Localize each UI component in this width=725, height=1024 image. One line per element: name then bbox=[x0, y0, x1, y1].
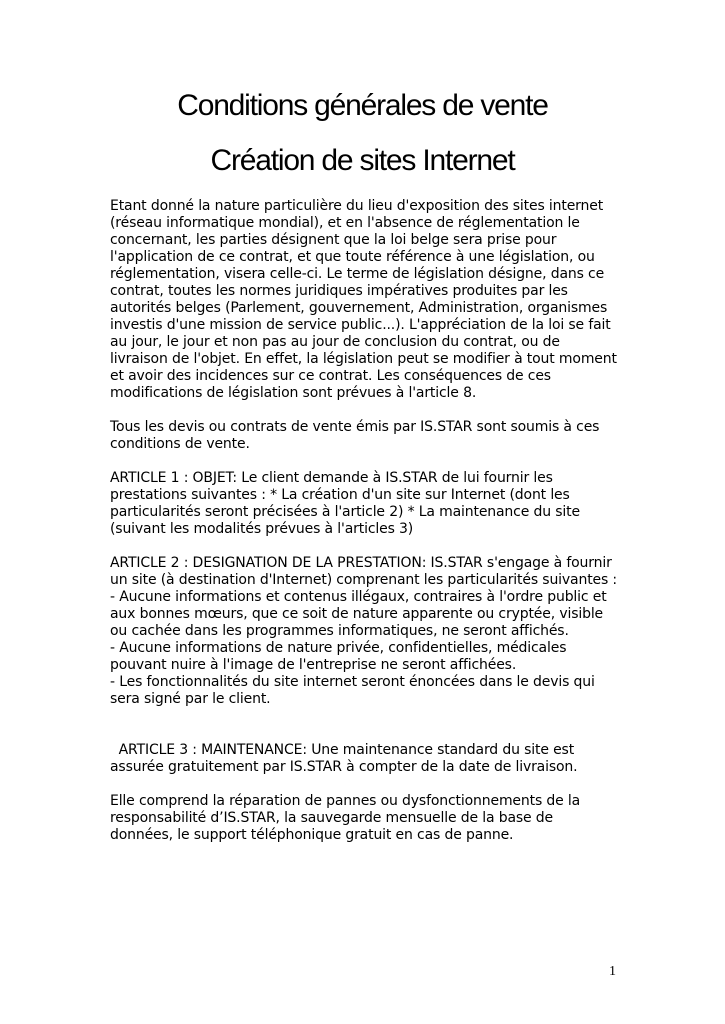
article-2-item: - Aucune informations et contenus illégaux, contraires à l'ordre public et aux bonnes mœurs, que ce soit de nature apparente ou cryptée, visible ou cachée dans les programmes informatiques, ne seront affichés. bbox=[110, 589, 607, 639]
devis-paragraph: Tous les devis ou contrats de vente émis par IS.STAR sont soumis à ces conditions de vente. bbox=[110, 419, 600, 452]
document-subtitle: Création de sites Internet bbox=[210, 144, 515, 177]
article-1-paragraph: ARTICLE 1 : OBJET: Le client demande à IS.STAR de lui fournir les prestations suivantes : * La création d'un site sur Internet (dont les particularités seront précisées à l'article 2) * La maintenance du site (suivant les modalités prévues à l'articles 3) bbox=[110, 470, 580, 537]
article-2-item: - Les fonctionnalités du site internet seront énoncées dans le devis qui sera signé par le client. bbox=[110, 674, 595, 707]
page-number: 1 bbox=[609, 964, 616, 979]
article-3-text: ARTICLE 3 : MAINTENANCE: Une maintenance standard du site est assurée gratuitement par IS.STAR à compter de la date de livraison. bbox=[110, 742, 578, 775]
article-2-section bbox=[110, 555, 620, 708]
article-3-paragraph bbox=[110, 742, 620, 776]
article-2-intro: ARTICLE 2 : DESIGNATION DE LA PRESTATION: IS.STAR s'engage à fournir un site (à destination d'Internet) comprenant les particularités suivantes : bbox=[110, 555, 618, 588]
document-title: Conditions générales de vente bbox=[177, 89, 548, 122]
document-body bbox=[110, 198, 620, 861]
article-2-item: - Aucune informations de nature privée, confidentielles, médicales pouvant nuire à l'image de l'entreprise ne seront affichées. bbox=[110, 640, 567, 673]
intro-paragraph: Etant donné la nature particulière du lieu d'exposition des sites internet (réseau informatique mondial), et en l'absence de réglementation le concernant, les parties désignent que la loi belge sera prise pour l'application de ce contrat, et que toute référence à une législation, ou réglementation, visera celle-ci. Le terme de législation désigne, dans ce contrat, toutes les normes juridiques impératives produites par les autorités belges (Parlement, gouvernement, Administration, organismes investis d'une mission de service public...). L'appréciation de la loi se fait au jour, le jour et non pas au jour de conclusion du contrat, ou de livraison de l'objet. En effet, la législation peut se modifier à tout moment et avoir des incidences sur ce contrat. Les conséquences de ces modifications de législation sont prévues à l'article 8. bbox=[110, 198, 617, 401]
maintenance-details-paragraph: Elle comprend la réparation de pannes ou dysfonctionnements de la responsabilité d’IS.STAR, la sauvegarde mensuelle de la base de données, le support téléphonique gratuit en cas de panne. bbox=[110, 793, 581, 843]
